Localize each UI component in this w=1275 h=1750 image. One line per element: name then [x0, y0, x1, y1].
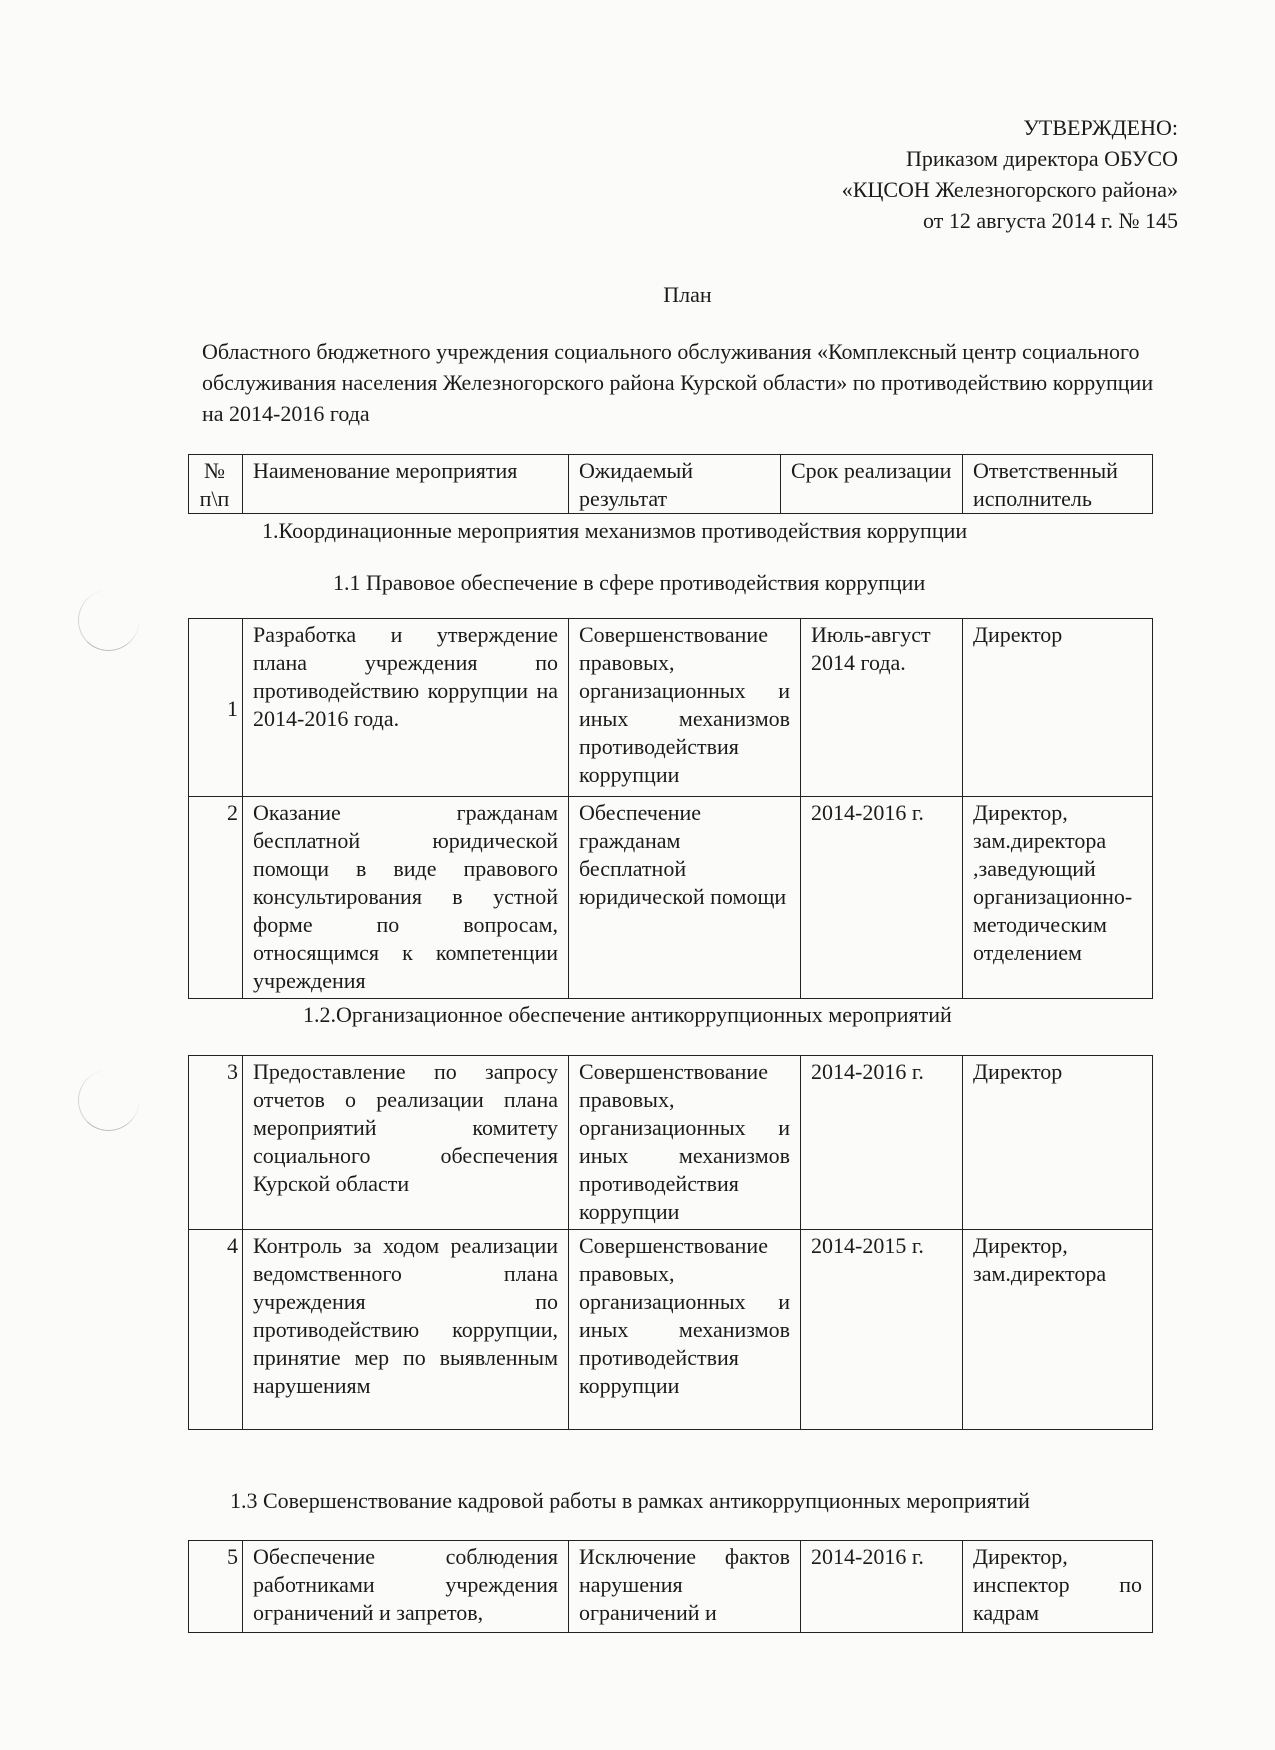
table-row	[189, 1230, 1153, 1430]
row-name: Обеспечение соблюдения работниками учреждения ограничений и запретов,	[243, 1541, 569, 1633]
header-result: Ожидаемый результат	[569, 455, 781, 514]
header-term: Срок реализации	[781, 455, 963, 514]
row-num: 5	[189, 1541, 243, 1633]
punch-hole-top	[78, 590, 139, 651]
row-responsible: Директор, зам.директора	[963, 1230, 1153, 1430]
row-name: Разработка и утверждение плана учреждения по противодействию коррупции на 2014-2016 года.	[243, 619, 569, 797]
row-result: Совершенствование правовых, организационных и иных механизмов противодействия коррупции	[569, 1056, 801, 1230]
approval-line-2: Приказом директора ОБУСО	[906, 146, 1178, 171]
approval-line-4: от 12 августа 2014 г. № 145	[923, 208, 1178, 233]
header-name: Наименование мероприятия	[243, 455, 569, 514]
table-header-row	[189, 455, 1153, 514]
row-num: 1	[189, 619, 243, 797]
plan-table-1-2	[188, 1055, 1153, 1430]
plan-table-1-1	[188, 618, 1153, 999]
table-row	[189, 1056, 1153, 1230]
row-name: Оказание гражданам бесплатной юридической помощи в виде правового консультирования в устной форме по вопросам, относящимся к компетенции учреждения	[243, 797, 569, 999]
approval-line-3: «КЦСОН Железногорского района»	[841, 177, 1178, 202]
row-num: 3	[189, 1056, 243, 1230]
table-row	[189, 797, 1153, 999]
row-term: 2014-2016 г.	[801, 797, 963, 999]
table-row	[189, 1541, 1153, 1633]
table-row	[189, 619, 1153, 797]
row-responsible: Директор	[963, 1056, 1153, 1230]
row-term: Июль-август 2014 года.	[801, 619, 963, 797]
row-result: Исключение фактов нарушения ограничений и	[569, 1541, 801, 1633]
section-heading-1-2: 1.2.Организационное обеспечение антикоррупционных мероприятий	[303, 1002, 952, 1027]
row-name: Предоставление по запросу отчетов о реализации плана мероприятий комитету социального обеспечения Курской области	[243, 1056, 569, 1230]
plan-table-1-3	[188, 1540, 1153, 1633]
row-result: Совершенствование правовых, организационных и иных механизмов противодействия коррупции	[569, 1230, 801, 1430]
row-term: 2014-2016 г.	[801, 1056, 963, 1230]
row-responsible: Директор, зам.директора ,заведующий организационно-методическим отделением	[963, 797, 1153, 999]
header-responsible: Ответственный исполнитель	[963, 455, 1153, 514]
row-responsible: Директор, инспектор по кадрам	[963, 1541, 1153, 1633]
row-num: 4	[189, 1230, 243, 1430]
document-title: План	[663, 282, 712, 307]
row-term: 2014-2015 г.	[801, 1230, 963, 1430]
section-heading-1-1: 1.1 Правовое обеспечение в сфере противодействия коррупции	[333, 570, 926, 595]
row-num: 2	[189, 797, 243, 999]
plan-header-table	[188, 454, 1153, 514]
row-result: Совершенствование правовых, организационных и иных механизмов противодействия коррупции	[569, 619, 801, 797]
row-term: 2014-2016 г.	[801, 1541, 963, 1633]
header-num: № п\п	[189, 455, 243, 514]
row-name: Контроль за ходом реализации ведомственного плана учреждения по противодействию коррупции, принятие мер по выявленным нарушениям	[243, 1230, 569, 1430]
section-heading-1: 1.Координационные мероприятия механизмов противодействия коррупции	[262, 518, 968, 543]
row-responsible: Директор	[963, 619, 1153, 797]
section-heading-1-3: 1.3 Совершенствование кадровой работы в рамках антикоррупционных мероприятий	[230, 1488, 1030, 1513]
row-result: Обеспечение гражданам бесплатной юридической помощи	[569, 797, 801, 999]
approval-stamp	[842, 112, 1178, 236]
approval-line-1: УТВЕРЖДЕНО:	[1023, 115, 1178, 140]
punch-hole-bottom	[78, 1070, 139, 1131]
document-subtitle: Областного бюджетного учреждения социального обслуживания «Комплексный центр социального обслуживания населения Железногорского района Курской области» по противодействию коррупции на 2014-2016 года	[202, 339, 1154, 426]
